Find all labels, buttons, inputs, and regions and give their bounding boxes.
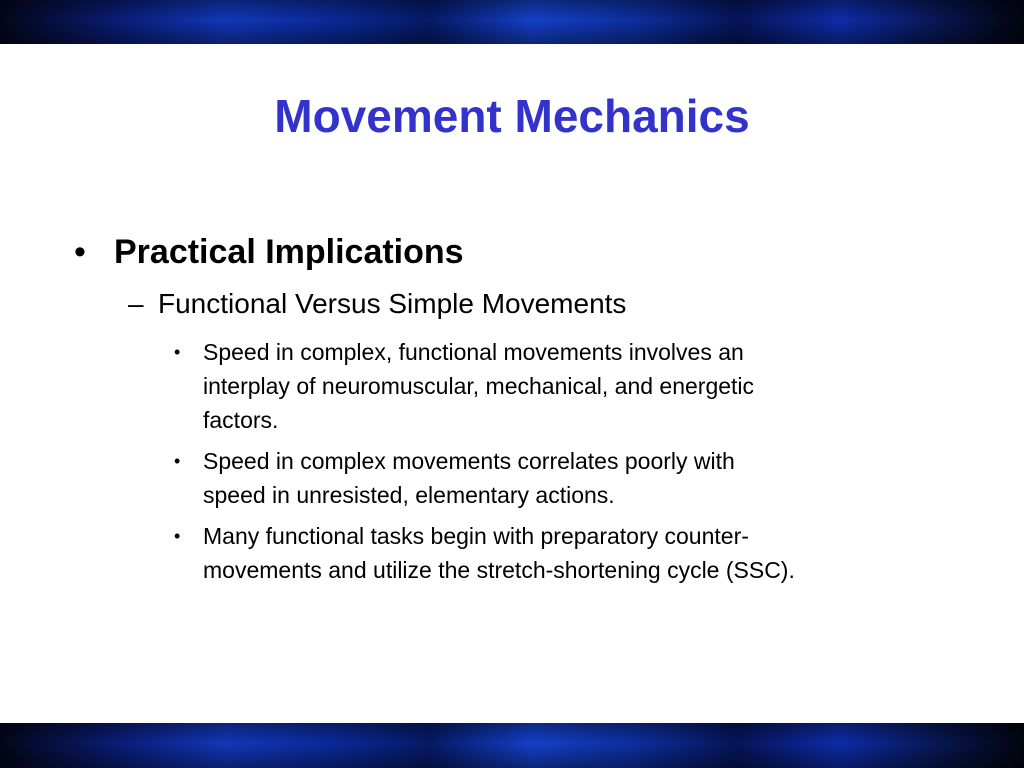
slide-title: Movement Mechanics (274, 90, 750, 142)
heading-bullet-item (74, 232, 464, 272)
text-line: factors. (203, 407, 279, 433)
subheading-text: Functional Versus Simple Movements (158, 288, 627, 319)
detail-list (174, 335, 954, 594)
list-item (174, 335, 954, 437)
list-item (174, 444, 954, 512)
bullet-marker: • (174, 451, 181, 471)
top-decorative-band (0, 0, 1024, 44)
text-line: Many functional tasks begin with preparatory counter- (203, 523, 749, 549)
text-line: movements and utilize the stretch-shortening cycle (SSC). (203, 557, 795, 583)
subheading-item (128, 286, 626, 322)
list-item (174, 519, 954, 587)
text-line: interplay of neuromuscular, mechanical, and energetic (203, 373, 755, 399)
bottom-decorative-band (0, 723, 1024, 768)
bullet-marker: • (74, 233, 86, 271)
text-line: speed in unresisted, elementary actions. (203, 482, 615, 508)
heading-text: Practical Implications (114, 233, 464, 271)
text-line: Speed in complex, functional movements involves an (203, 339, 744, 365)
bullet-marker: • (174, 342, 181, 362)
list-item-text (203, 519, 954, 587)
text-line: Speed in complex movements correlates poorly with (203, 448, 735, 474)
dash-marker: – (128, 288, 144, 319)
list-item-text (203, 335, 954, 437)
list-item-text (203, 444, 954, 512)
bullet-marker: • (174, 526, 181, 546)
